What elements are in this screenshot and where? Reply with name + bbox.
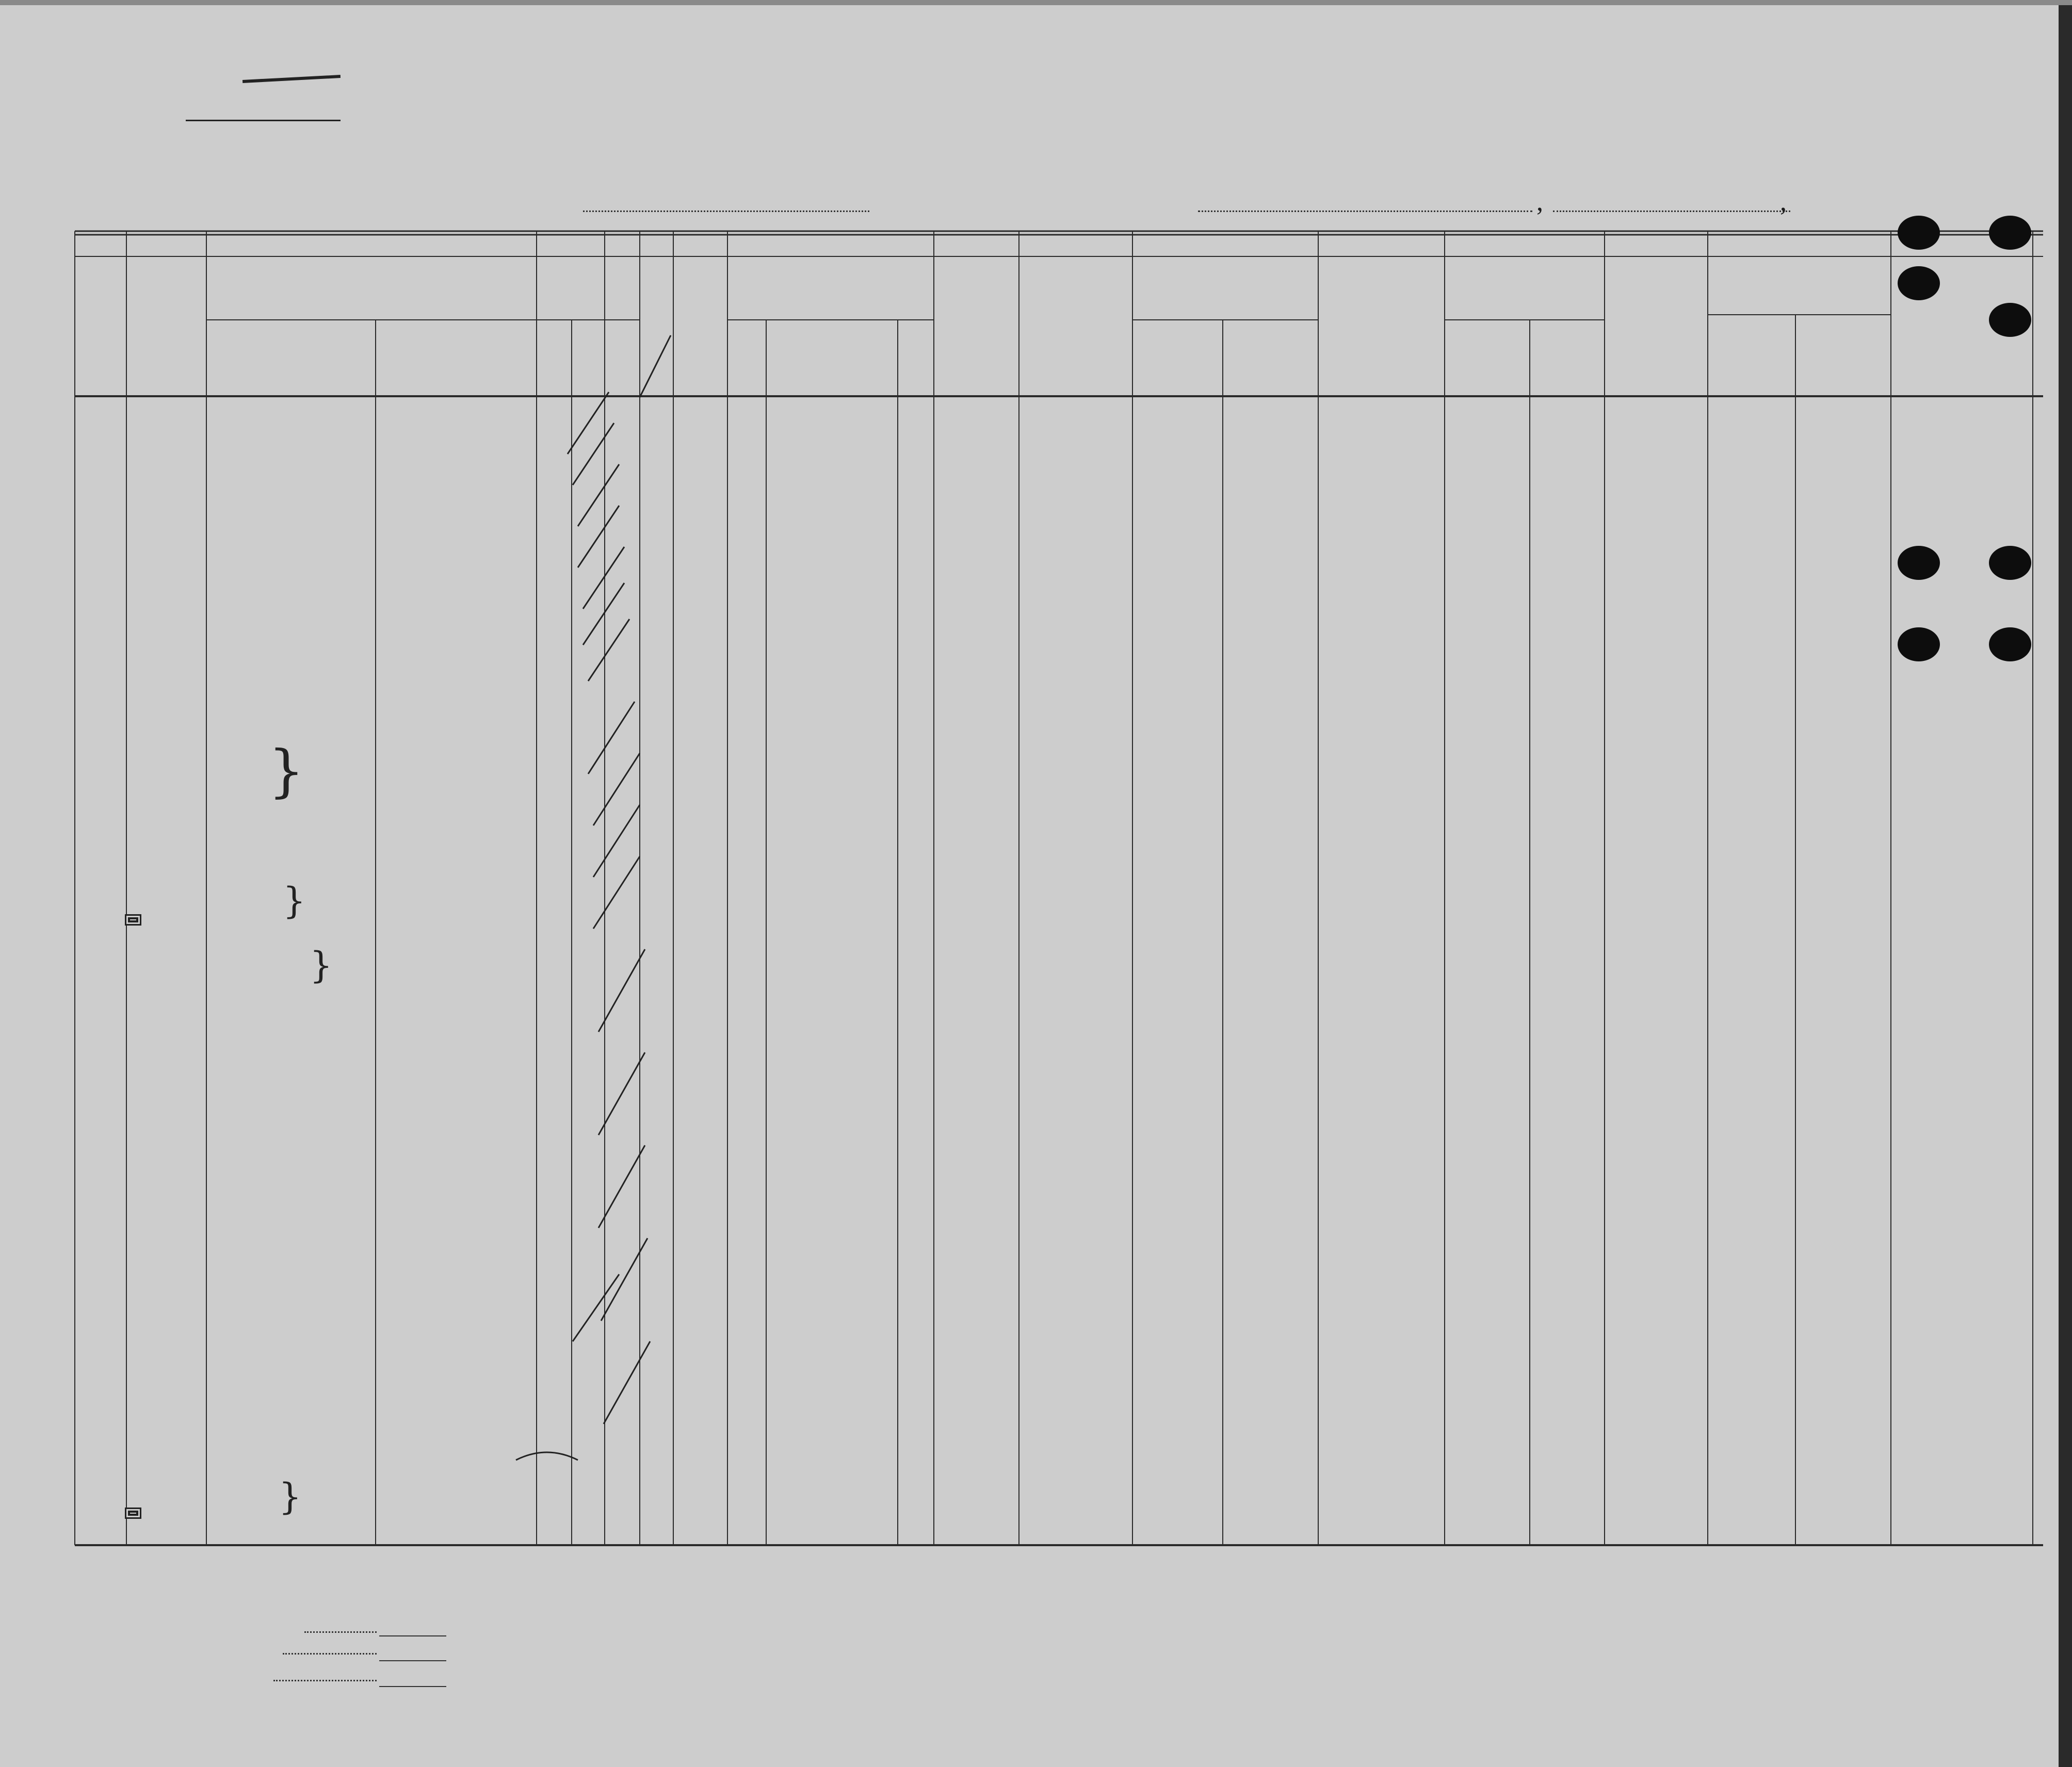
hand-bracket: }	[283, 880, 306, 922]
totals-leader	[304, 1631, 377, 1633]
punch-hole	[1989, 546, 2031, 580]
scan-top-edge	[0, 0, 2072, 5]
us-citizen-stamp	[128, 917, 138, 922]
scan-edge	[2059, 0, 2072, 1767]
hand-bracket: }	[310, 944, 333, 986]
comma-mark: ,	[1536, 187, 1543, 217]
punch-hole	[1989, 627, 2031, 661]
totals-leader	[283, 1653, 377, 1655]
totals-underline	[379, 1686, 446, 1687]
totals-underline	[379, 1635, 446, 1636]
comma-mark-2: ,	[1780, 187, 1787, 217]
punch-hole	[1898, 216, 1940, 250]
punch-hole	[1989, 216, 2031, 250]
hand-bracket: }	[279, 1476, 302, 1518]
totals-underline	[379, 1660, 446, 1661]
punch-hole	[1898, 627, 1940, 661]
punch-hole	[1989, 303, 2031, 337]
hand-bracket: }	[268, 738, 304, 804]
punch-hole	[1898, 546, 1940, 580]
us-citizen-stamp	[128, 1511, 138, 1516]
punch-hole	[1898, 266, 1940, 300]
totals-leader	[273, 1680, 377, 1681]
